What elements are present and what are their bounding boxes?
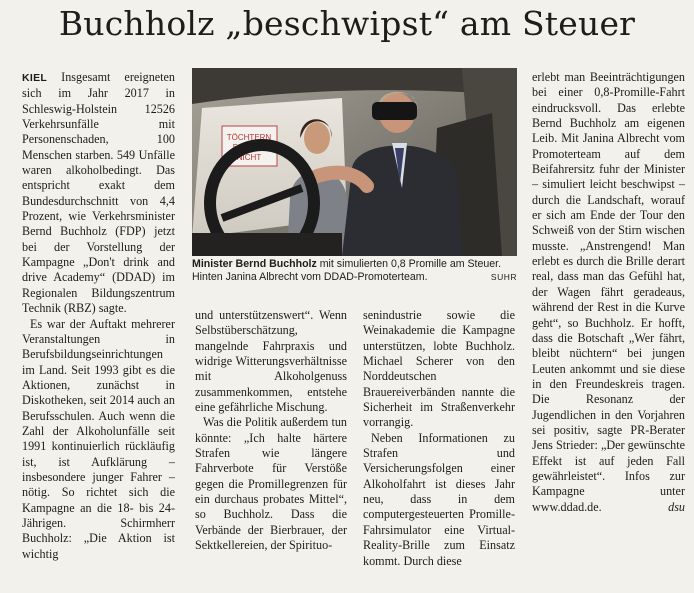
paragraph: senindustrie sowie die Weinakademie die Kampagne unterstützen, lobte Buchholz. Michael Scherer von den Norddeutschen Brauereiverbänden nannte die Sicherheit im Straßenverkehr vorrangig. <box>363 308 515 430</box>
sign-text: FAHREN <box>232 143 266 152</box>
paragraph-text: Insgesamt ereigneten sich im Jahr 2017 in Schleswig-Holstein 12526 Verkehrsunfälle mit Personenschaden, 100 Menschen starben. 549 Unfälle waren alkoholbedingt. Das entspricht exakt dem Bundesdurchschnitt von 4,4 Prozent, wie Verkehrsminister Bernd Buchholz (FDP) jetzt bei der Vorstellung der Kampagne „Don't drink and drive Academy“ (DDAD) im Regionalen Bildungszentrum Technik (RBZ) sagte. <box>22 70 175 316</box>
caption-bold: Minister Bernd Buchholz <box>192 258 317 270</box>
paragraph: und unterstützenswert“. Wenn Selbstüberschätzung, mangelnde Fahrpraxis und widrige Witterungsverhältnisse mit Alkoholgenuss zusammenkommen, entstehe eine gefährliche Mischung. <box>195 308 347 415</box>
paragraph: Neben Informationen zu Strafen und Versicherungsfolgen einer Alkoholfahrt ist dieses Jahr neu, dass in dem computergesteuerten Promille-Fahrsimulator eine Virtual-Reality-Brille zum Einsatz kommt. Durch diese <box>363 430 515 568</box>
dateline: KIEL <box>22 72 48 84</box>
article-photo <box>192 68 517 256</box>
article-column-3 <box>363 308 515 569</box>
sign-text: NICHT <box>236 153 262 162</box>
byline: dsu <box>668 499 685 514</box>
paragraph <box>532 70 685 515</box>
paragraph: Es war der Auftakt mehrerer Veranstaltungen in Berufsbildungseinrichtungen im Land. Seit 1993 gibt es die Aktionen, zunächst in Diskotheken, seit 2014 auch an Berufsschulen. Auch wenn die Zahl der Alkoholunfälle seit 1991 kontinuierlich rückläufig ist, ist Aufklärung – insbesondere junger Fahrer – nötig. So richtet sich die Kampagne an die 18- bis 24-Jährigen. Schirmherr Buchholz: „Die Aktion ist wichtig <box>22 316 175 561</box>
article-column-1 <box>22 70 175 562</box>
sign-text: TÖCHTERN <box>226 133 272 142</box>
photo-credit: SUHR <box>490 272 517 282</box>
photo-caption <box>192 258 517 284</box>
paragraph-text: erlebt man Beeinträchtigungen bei einer 0,8-Promille-Fahrt eindrucksvoll. Das erlebte Bernd Buchholz am eigenen Leib. Mit Janina Albrecht vom Promoterteam auf dem Beifahrersitz fuhr der Minister – simuliert leicht beschwipst – durch die Landschaft, worauf er sich am Ende der Tour den Schweiß von der Stirn wischen musste. „Anstrengend! Man erlebt es durch die Brille derart real, dass man das Gefühl hat, der Wagen fährt geradeaus, während der Rest in die Kurve geht“, so Buchholz. Er hofft, dass die Botschaft „Wer fährt, bleibt nüchtern“ bei jungen Leuten ankommt und sie diese in den Freundeskreis tragen. Die Resonanz der Jugendlichen in den Vorjahren sei positiv, sagte PR-Berater Jens Strieder: „Der gewünschte Effekt ist auf jeden Fall gewährleistet“. Infos zur Kampagne unter www.ddad.de. <box>532 70 685 514</box>
paragraph <box>22 70 175 317</box>
caption-text: mit simulierten 0,8 Promille am Steuer. Hinten Janina Albrecht vom DDAD-Promoterteam. <box>192 258 502 283</box>
article-column-2 <box>195 308 347 554</box>
article-column-4 <box>532 70 685 515</box>
paragraph: Was die Politik außerdem tun könnte: „Ich halte härtere Strafen wie längere Fahrverbote für Verstöße gegen die Promillegrenzen für ein durchaus probates Mittel“, so Buchholz. Dass die Verbände der Bierbrauer, der Sektkellereien, der Spirituo- <box>195 415 347 553</box>
photo-illustration <box>192 68 517 256</box>
headline: Buchholz „beschwipst“ am Steuer <box>58 4 636 43</box>
